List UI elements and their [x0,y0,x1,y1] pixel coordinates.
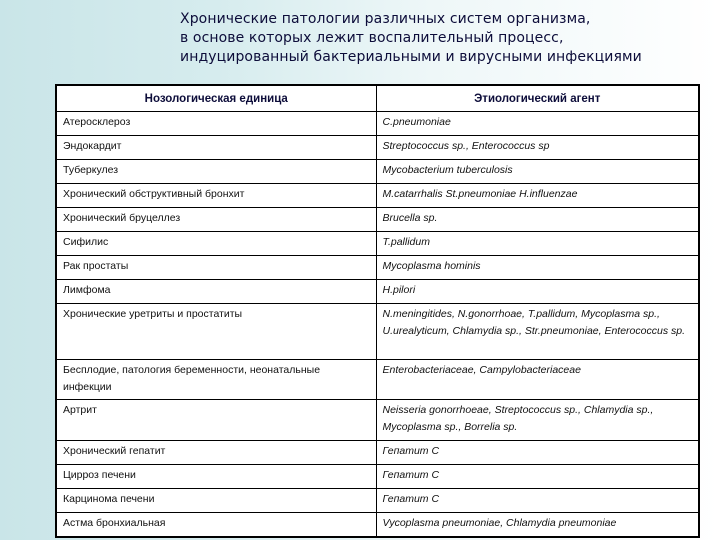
disease-cell: Хронический бруцеллез [56,208,376,232]
disease-cell: Хронический обструктивный бронхит [56,184,376,208]
header-nosological-unit: Нозологическая единица [56,85,376,112]
agent-cell: N.meningitides, N.gonorrhoae, T.pallidum, Mycoplasma sp., U.urealyticum, Chlamydia sp., Str.pneumoniae, Enterococcus sp. [376,304,699,360]
agent-cell: T.pallidum [376,232,699,256]
table-row [56,256,699,280]
pathology-table [55,84,700,538]
agent-cell: Neisseria gonorrhoeae, Streptococcus sp., Chlamydia sp., Mycoplasma sp., Borrelia sp. [376,400,699,441]
disease-cell: Хронические уретриты и простатиты [56,304,376,360]
disease-cell: Туберкулез [56,160,376,184]
disease-cell: Рак простаты [56,256,376,280]
table-header-row [56,85,699,112]
table-row [56,136,699,160]
disease-cell: Карцинома печени [56,489,376,513]
table-row [56,304,699,360]
disease-cell: Эндокардит [56,136,376,160]
agent-cell: Vycoplasma pneumoniae, Chlamydia pneumoniae [376,513,699,538]
agent-cell: Гепатит С [376,465,699,489]
agent-cell: C.pneumoniae [376,112,699,136]
table-row [56,232,699,256]
agent-cell: Mycobacterium tuberculosis [376,160,699,184]
table-row [56,208,699,232]
agent-cell: Гепатит С [376,441,699,465]
table-row [56,400,699,441]
table-row [56,441,699,465]
slide-title [180,10,700,67]
table-row [56,160,699,184]
disease-cell: Хронический гепатит [56,441,376,465]
disease-cell: Сифилис [56,232,376,256]
title-line-3: индуцированный бактериальными и вирусными инфекциями [180,49,642,65]
agent-cell: Streptococcus sp., Enterococcus sp [376,136,699,160]
header-etiological-agent: Этиологический агент [376,85,699,112]
disease-cell: Лимфома [56,280,376,304]
agent-cell: H.pilori [376,280,699,304]
disease-cell: Бесплодие, патология беременности, неонатальные инфекции [56,360,376,400]
table-row [56,112,699,136]
title-line-1: Хронические патологии различных систем организма, [180,11,591,27]
agent-cell: Enterobacteriaceae, Campylobacteriaceae [376,360,699,400]
disease-cell: Атеросклероз [56,112,376,136]
agent-cell: Mycoplasma hominis [376,256,699,280]
agent-cell: M.catarrhalis St.pneumoniae H.influenzae [376,184,699,208]
disease-cell: Цирроз печени [56,465,376,489]
table-row [56,489,699,513]
table-row [56,360,699,400]
disease-cell: Артрит [56,400,376,441]
title-line-2: в основе которых лежит воспалительный процесс, [180,30,564,46]
table-row [56,280,699,304]
table-row [56,465,699,489]
table-row [56,513,699,538]
agent-cell: Brucella sp. [376,208,699,232]
disease-cell: Астма бронхиальная [56,513,376,538]
agent-cell: Гепатит С [376,489,699,513]
table-row [56,184,699,208]
